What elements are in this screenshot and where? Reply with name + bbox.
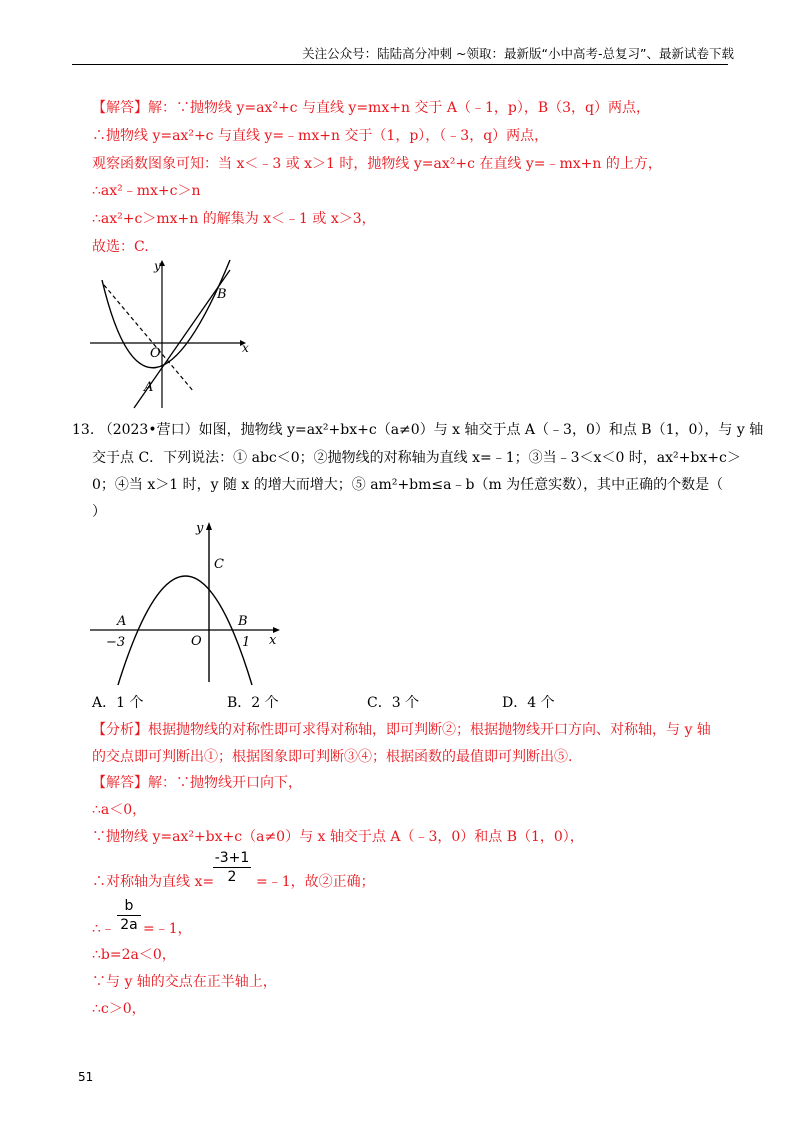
q13-solution-line-2: ∴a＜0， xyxy=(92,802,147,818)
option-c: C．3 个 xyxy=(367,695,420,711)
q13-solution-line-5-start: ∴﹣ xyxy=(92,921,115,937)
page-header: 关注公众号：陆陆高分冲刺 ~领取：最新版“小中高考-总复习”、最新试卷下载 xyxy=(302,46,734,61)
fig2-point-c-label: C xyxy=(214,557,224,572)
q13-solution-line-7: ∵与 y 轴的交点在正半轴上， xyxy=(92,974,277,990)
fig1-point-a-label: A xyxy=(144,380,154,395)
q13-graph-figure xyxy=(90,520,290,685)
fraction-2-denominator: 2a xyxy=(120,917,138,933)
q12-solution-line-6: 故选：C. xyxy=(92,239,149,255)
q12-solution-line-2: ∴抛物线 y=ax²+c 与直线 y=﹣mx+n 交于（1，p），（﹣3，q）两点， xyxy=(92,128,549,144)
fig2-y-label: y xyxy=(196,521,204,536)
q12-graph-figure xyxy=(90,260,260,410)
q13-solution-line-4-end: =﹣1，故②正确； xyxy=(256,874,375,890)
q13-stem-line-4: ） xyxy=(92,504,106,520)
fig2-origin-label: O xyxy=(191,634,202,649)
q13-solution-line-3: ∵抛物线 y=ax²+bx+c（a≠0）与 x 轴交于点 A（﹣3，0）和点 B（1，0）， xyxy=(92,829,584,845)
fig2-tick-1: 1 xyxy=(242,635,251,650)
q13-stem-line-3: 0；④当 x＞1 时，y 随 x 的增大而增大；⑤ am²+bm≤a﹣b（m 为任意实数），其中正确的个数是（ xyxy=(92,477,724,493)
option-d: D．4 个 xyxy=(502,695,555,711)
q12-solution-line-4: ∴ax²﹣mx+c＞n xyxy=(92,183,201,199)
fraction-1-numerator: -3+1 xyxy=(214,850,250,866)
fig2-point-b-label: B xyxy=(238,614,248,629)
fig1-dashed-line xyxy=(104,285,194,392)
fraction-2-bar xyxy=(117,915,141,916)
b-over-2a-fraction xyxy=(117,898,141,933)
symmetry-axis-fraction xyxy=(213,850,251,885)
q13-stem-line-2: 交于点 C．下列说法：① abc＜0；②抛物线的对称轴为直线 x=﹣1；③当﹣3＜x＜0 时，ax²+bx+c＞ xyxy=(92,450,741,466)
q12-solution-line-5: ∴ax²+c＞mx+n 的解集为 x＜﹣1 或 x＞3， xyxy=(92,211,376,227)
fraction-1-denominator: 2 xyxy=(227,869,237,885)
fig2-y-arrow xyxy=(206,522,212,530)
q13-solution-line-5-end: =﹣1， xyxy=(143,921,192,937)
page-number: 51 xyxy=(78,1070,94,1084)
q13-analysis-line-1: 【分析】根据抛物线的对称性即可求得对称轴，即可判断②；根据抛物线开口方向、对称轴，与 y 轴 xyxy=(92,722,711,738)
fraction-2-numerator: b xyxy=(124,898,134,914)
fig2-point-a-label: A xyxy=(117,614,127,629)
header-divider xyxy=(72,64,728,65)
fig1-x-label: x xyxy=(242,341,249,355)
q13-solution-line-6: ∴b=2a＜0， xyxy=(92,947,176,963)
q13-solution-line-4-start: ∴对称轴为直线 x= xyxy=(92,874,215,890)
fig2-x-label: x xyxy=(269,633,277,648)
fig1-origin-label: O xyxy=(150,346,161,361)
q13-solution-line-8: ∴c＞0， xyxy=(92,1001,146,1017)
fig1-y-label: y xyxy=(154,259,161,273)
q13-analysis-line-2: 的交点即可判断出①；根据图象即可判断③④；根据函数的最值即可判断出⑤. xyxy=(92,749,573,765)
fig1-point-b-label: B xyxy=(217,287,227,302)
q12-solution-line-3: 观察函数图象可知：当 x＜﹣3 或 x＞1 时，抛物线 y=ax²+c 在直线 y=﹣mx+n 的上方， xyxy=(92,156,662,172)
option-a: A．1 个 xyxy=(92,695,144,711)
q13-stem-line-1: 13. （2023•营口）如图，抛物线 y=ax²+bx+c（a≠0）与 x 轴交于点 A（﹣3，0）和点 B（1，0），与 y 轴 xyxy=(72,422,764,438)
q13-solution-line-1: 【解答】解：∵抛物线开口向下， xyxy=(92,775,302,791)
fraction-1-bar xyxy=(213,867,251,868)
q12-solution-line-1: 【解答】解：∵抛物线 y=ax²+c 与直线 y=mx+n 交于 A（﹣1，p），B（3，q）两点， xyxy=(92,100,651,116)
fig2-tick-minus3: −3 xyxy=(106,635,126,650)
fig1-parabola xyxy=(102,260,230,368)
option-b: B．2 个 xyxy=(227,695,279,711)
